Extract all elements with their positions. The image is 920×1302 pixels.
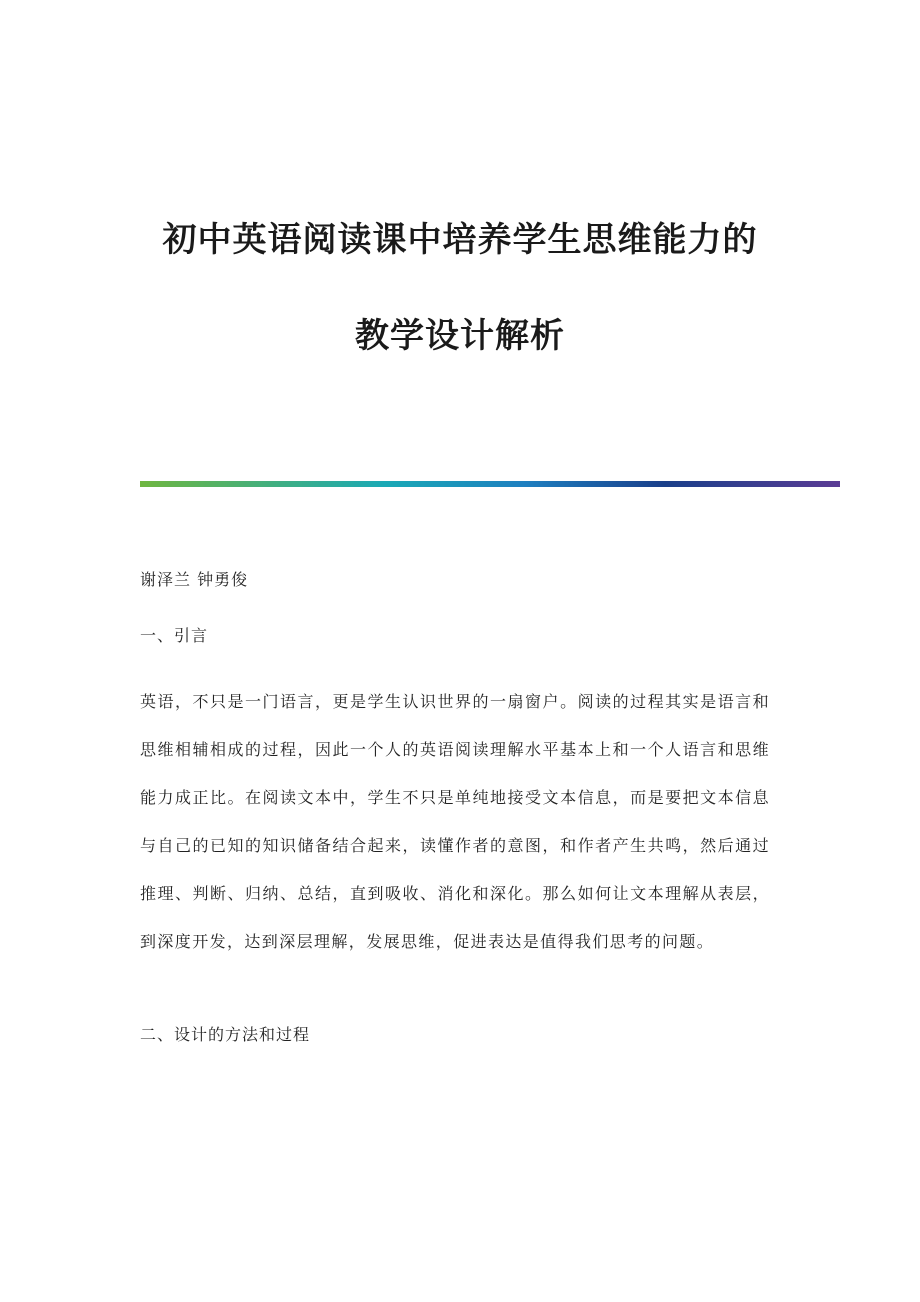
- document-title-line-2: 教学设计解析: [355, 316, 565, 356]
- introduction-paragraph: 英语，不只是一门语言，更是学生认识世界的一扇窗户。阅读的过程其实是语言和思维相辅相成的过程，因此一个人的英语阅读理解水平基本上和一个人语言和思维能力成正比。在阅读文本中，学生不只是单纯地接受文本信息，而是要把文本信息与自己的已知的知识储备结合起来，读懂作者的意图，和作者产生共鸣，然后通过推理、判断、归纳、总结，直到吸收、消化和深化。那么如何让文本理解从表层，到深度开发，达到深层理解，发展思维，促进表达是值得我们思考的问题。: [140, 692, 770, 951]
- title-divider: [140, 481, 840, 487]
- document-title-line-1: 初中英语阅读课中培养学生思维能力的: [162, 220, 758, 260]
- section-heading-introduction: 一、引言: [140, 626, 209, 645]
- author-names: 谢泽兰 钟勇俊: [140, 570, 249, 589]
- section-heading-method: 二、设计的方法和过程: [140, 1025, 311, 1044]
